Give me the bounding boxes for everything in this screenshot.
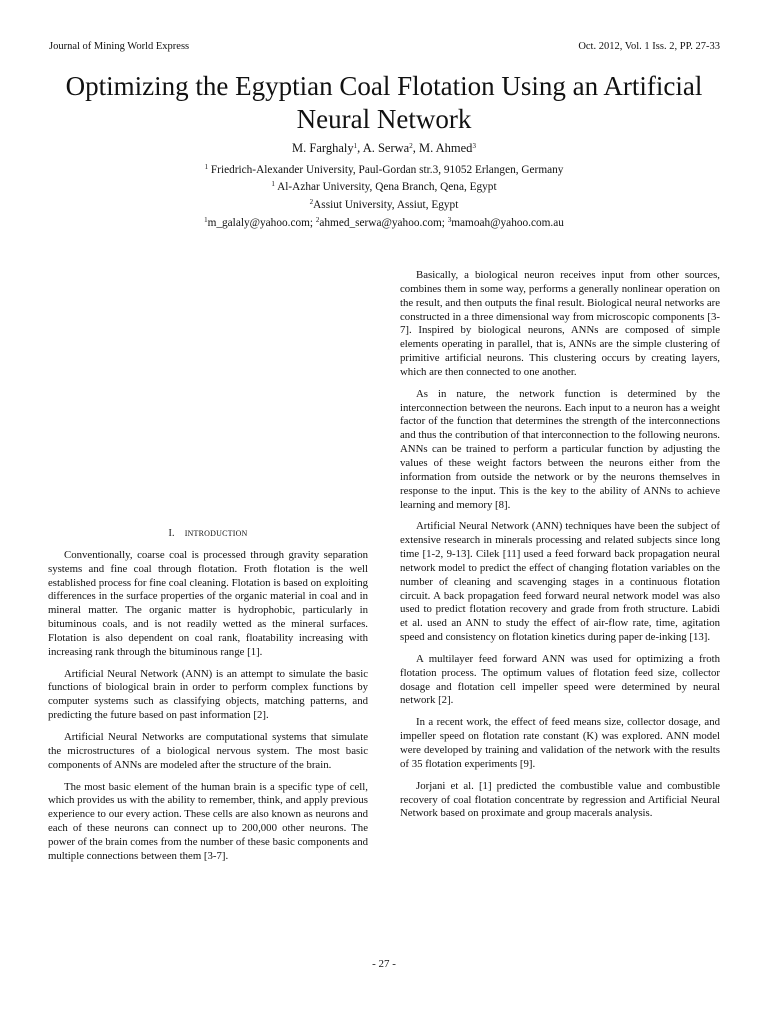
left-column xyxy=(48,527,368,872)
email-address: m_galaly@yahoo.com; xyxy=(207,217,316,229)
affil-mark: 1 xyxy=(204,163,209,171)
affil-text: Al-Azhar University, Qena Branch, Qena, Egypt xyxy=(274,181,497,193)
right-column xyxy=(400,269,720,829)
body-paragraph: Artificial Neural Networks are computational systems that simulate the microstructures of a biological nervous system. The most basic components of ANNs are modeled after the structure of the brain. xyxy=(48,730,368,771)
author-affil-mark: 2 xyxy=(409,142,413,150)
author-name: M. Ahmed xyxy=(418,141,473,155)
author-separator: , xyxy=(357,141,363,155)
author-affil-mark: 1 xyxy=(353,142,358,150)
affiliation-line xyxy=(0,164,768,176)
journal-name: Journal of Mining World Express xyxy=(49,41,190,52)
author-name: M. Farghaly xyxy=(292,141,354,155)
body-paragraph: In a recent work, the effect of feed means size, collector dosage, and impeller speed on flotation rate constant (K) was explored. ANN model were developed by training and validation of the network with the results of 35 flotation experiments [9]. xyxy=(400,716,720,770)
author-separator: , xyxy=(412,141,419,155)
issue-info: Oct. 2012, Vol. 1 Iss. 2, PP. 27-33 xyxy=(578,41,720,52)
body-paragraph: The most basic element of the human brain is a specific type of cell, which provides us with the ability to remember, think, and apply previous experience to our every action. These cells are also known as neurons and each of these neurons can connect up to 200,000 other neurons. The power of the brain comes from the number of these basic components and multiple connections between them [3-7]. xyxy=(48,780,368,862)
email-mark: 3 xyxy=(447,216,452,224)
body-paragraph: Artificial Neural Network (ANN) is an attempt to simulate the basic functions of biological brain in order to perform complex functions by computer systems such as classifying objects, matching patterns, and predicting the future based on past information [2]. xyxy=(48,667,368,722)
email-address: mamoah@yahoo.com.au xyxy=(451,217,564,229)
email-mark: 2 xyxy=(315,216,320,224)
section-title: introduction xyxy=(184,527,248,539)
email-line xyxy=(0,217,768,229)
paper-title: Optimizing the Egyptian Coal Flotation Using an Artificial Neural Network xyxy=(65,71,703,134)
affil-text: Assiut University, Assiut, Egypt xyxy=(313,199,459,211)
body-paragraph: Artificial Neural Network (ANN) techniques have been the subject of extensive research in minerals processing and related subjects since long time [1-2, 9-13]. Cilek [11] used a feed forward back propagation neural network model to predict the effect of changing flotation variables on the number of cleaning and scavenging stages in a continuous flotation circuit. A back propagation feed forward neural network model was also used to predict flotation recovery and grade from froth structure. Labidi et al. used an ANN to study the effect of air-flow rate, time, agitation speed and consistency on flotation kinetics during paper de-inking [13]. xyxy=(400,520,720,644)
affil-mark: 2 xyxy=(309,198,314,206)
affil-text: Friedrich-Alexander University, Paul-Gordan str.3, 91052 Erlangen, Germany xyxy=(208,164,564,176)
body-paragraph: A multilayer feed forward ANN was used for optimizing a froth flotation process. The optimum values of flotation feed size, collector dosage and flotation cell impeller speed were determined by neural network [2]. xyxy=(400,652,720,707)
affiliation-line xyxy=(0,181,768,193)
body-paragraph: Jorjani et al. [1] predicted the combustible value and combustible recovery of coal flotation concentrate by regression and Artificial Neural Network based on proximate and group macerals analysis. xyxy=(400,779,720,820)
author-list xyxy=(0,141,768,156)
section-number: I. xyxy=(168,528,175,539)
author-name: A. Serwa xyxy=(362,141,410,155)
body-paragraph: As in nature, the network function is determined by the interconnection between the neurons. Each input to a neuron has a weight factor of the function that determines the strength of the interconnections and thus the contribution of that interconnection to the following neurons. ANNs can be trained to perform a particular function by adjusting the values of these weight factors between the neurons either from the information from outside the network or by the neurons themselves in response to the input. This is the key to the ability of ANNs to achieve learning and memory [8]. xyxy=(400,387,720,511)
affiliation-line xyxy=(0,199,768,211)
author-affil-mark: 3 xyxy=(472,142,476,150)
email-mark: 1 xyxy=(204,216,208,224)
email-address: ahmed_serwa@yahoo.com; xyxy=(319,217,448,229)
body-paragraph: Basically, a biological neuron receives input from other sources, combines them in some way, performs a generally nonlinear operation on the result, and then outputs the final result. Biological neural networks are constructed in a three dimensional way from microscopic components [3-7]. Inspired by biological neurons, ANNs are composed of simple elements operating in parallel, that is, ANNs are the simple clustering of primitive artificial neurons. This clustering occurs by creating layers, which are then connected to one another. xyxy=(400,269,720,378)
body-paragraph: Conventionally, coarse coal is processed through gravity separation systems and fine coal through flotation. Froth flotation is the well established process for fine coal cleaning. Flotation is based on exploiting differences in the surface properties of the organic material in coal and in mineral matter. The organic matter is hydrophobic, particularly in bituminous coals, and is not readily wetted as the mineral surfaces. Flotation is also dependent on coal rank, floatability increasing with increasing rank through the bituminous range [1]. xyxy=(48,548,368,658)
section-heading xyxy=(48,527,368,541)
page-number: - 27 - xyxy=(372,958,396,970)
affil-mark: 1 xyxy=(271,180,275,188)
